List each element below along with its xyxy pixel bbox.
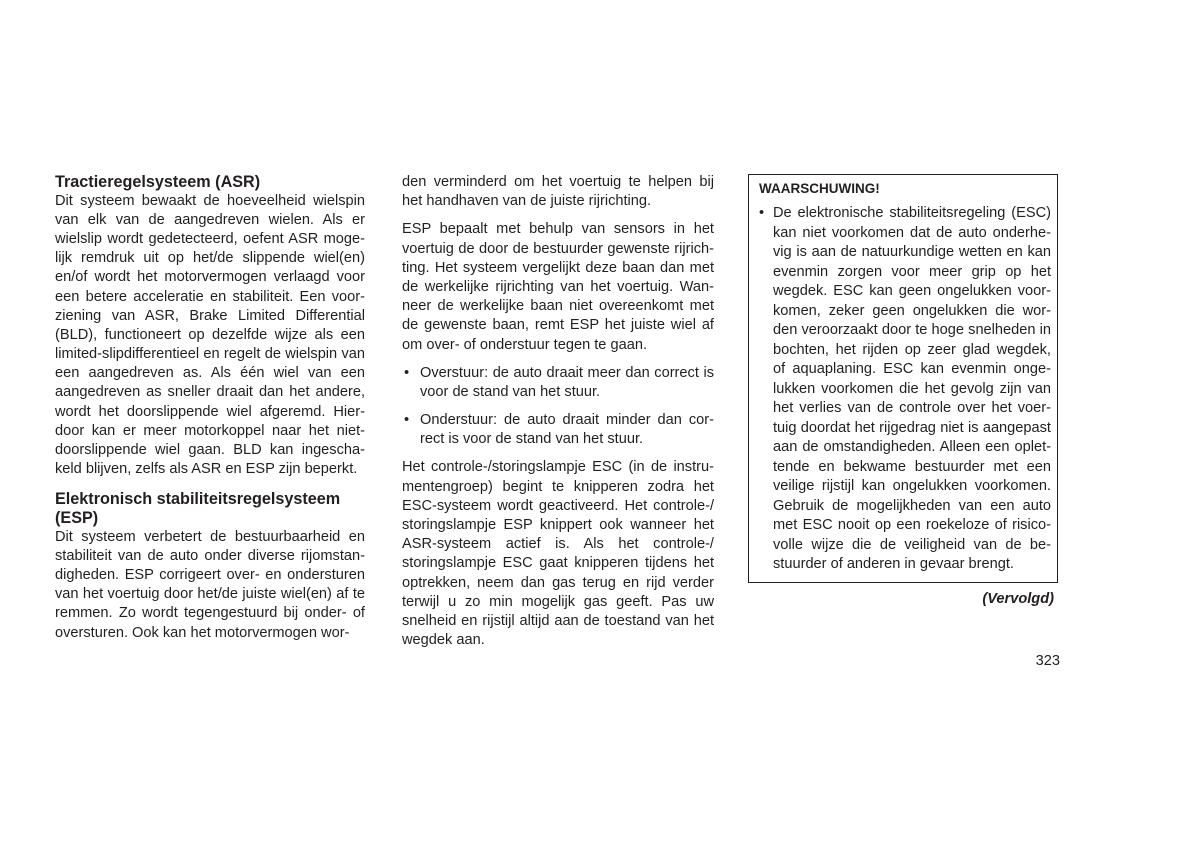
text-line: oversturen. Ook kan het motorvermogen wor-: [55, 624, 350, 641]
bullet-item-onderstuur: [402, 411, 714, 449]
text-line: een betere acceleratie en stabiliteit. Een voor-: [55, 288, 365, 305]
warning-box: [748, 174, 1058, 583]
text-line: De elektronische stabiliteitsregeling (ESC): [773, 205, 1051, 221]
bullet-dot: •: [404, 364, 410, 381]
text-line: vig is aan de natuurkundige wetten en kan: [773, 244, 1051, 260]
text-line: Het controle-/storingslampje ESC (in de instru-: [402, 459, 714, 476]
text-line: doorslippende wiel gaan. BLD kan ingescha-: [55, 442, 365, 459]
text-line: tende en bekwame bestuurder met een: [773, 458, 1051, 475]
text-line: voor de stand van het stuur.: [420, 383, 601, 400]
text-line: het verlies van de controle over het voer-: [773, 400, 1051, 416]
text-line: de werkelijke rijrichting van het voertuig. Wan-: [402, 278, 714, 295]
warning-title: WAARSCHUWING!: [759, 181, 880, 196]
text-line: Onderstuur: de auto draait minder dan cor-: [420, 412, 714, 429]
asr-paragraph: [55, 192, 365, 480]
text-line: optrekken, neem dan gas terug en rijd verder: [402, 574, 714, 591]
esp-detail-paragraph: [402, 220, 714, 354]
text-line: ziening van ASR, Brake Limited Differential: [55, 307, 365, 324]
text-line: of aquaplaning. ESC kan evenmin onge-: [773, 361, 1051, 377]
text-line: limited-slipdifferentieel en regelt de wielspin van: [55, 346, 365, 363]
text-line: Dit systeem verbetert de bestuurbaarheid en: [55, 528, 365, 545]
warning-bullet-item: [759, 204, 1051, 575]
text-line: storingslampje ESC gaat knipperen tijdens het: [402, 555, 714, 572]
text-line: ASR-systeem actief is. Als het controle-/: [402, 536, 714, 553]
text-line: ESC-systeem wordt geactiveerd. Het controle-/: [402, 497, 714, 514]
text-line: het handhaven van de juiste rijrichting.: [402, 193, 652, 210]
continued-label: (Vervolgd): [982, 591, 1054, 607]
text-line: lukken voorkomen die het gevolg zijn van: [773, 380, 1051, 397]
text-line: rect is voor de stand van het stuur.: [420, 431, 644, 448]
text-line: wegdek aan.: [402, 632, 485, 649]
text-line: ESP bepaalt met behulp van sensors in het: [402, 221, 714, 238]
text-line: den veroorzaakt door te hoge snelheden in: [773, 322, 1051, 338]
text-line: tuig doordat het rijgedrag niet is aangepast: [773, 419, 1051, 436]
esp-heading-line2: (ESP): [55, 509, 99, 527]
text-line: van het voertuig door het/de juiste wiel(en) af te: [55, 586, 365, 603]
text-line: keld blijven, zelfs als ASR en ESP zijn beperkt.: [55, 461, 358, 478]
text-line: stuurder of anderen in gevaar brengt.: [773, 556, 1014, 572]
text-line: een aangedreven as. Als één wiel van een: [55, 365, 365, 382]
text-line: bochten, het rijden op zeer glad wegdek,: [773, 341, 1051, 358]
bullet-dot: •: [404, 412, 410, 429]
text-line: Overstuur: de auto draait meer dan correct is: [420, 364, 714, 381]
bullet-dot: •: [759, 205, 765, 221]
bullet-text: [420, 411, 714, 449]
text-line: ting. Het systeem vergelijkt deze baan dan met: [402, 259, 714, 276]
left-column: [55, 173, 365, 643]
text-line: storingslampje ESP knippert ook wanneer het: [402, 517, 714, 533]
text-line: aan de omstandigheden. Alleen een oplet-: [773, 439, 1051, 455]
text-line: en/of wordt het motorvermogen verlaagd voor: [55, 269, 365, 286]
text-line: komen, zeker geen ongelukken die wor-: [773, 302, 1051, 319]
text-line: Dit systeem bewaakt de hoeveelheid wielspin: [55, 192, 365, 209]
warning-lamp-paragraph: [402, 458, 714, 650]
text-line: terwijl u zo min mogelijk gas geeft. Pas uw: [402, 593, 714, 610]
text-line: om over- of onderstuur tegen te gaan.: [402, 336, 648, 353]
esp-heading-line1: Elektronisch stabiliteitsregelsysteem: [55, 490, 341, 509]
bullet-text: [420, 364, 714, 402]
text-line: wegdek. ESC kan geen ongelukken voor-: [773, 283, 1051, 299]
text-line: snelheid en rijstijl altijd aan de toestand van het: [402, 612, 714, 629]
text-line: kan niet voorkomen dat de auto onderhe-: [773, 224, 1051, 241]
text-line: voertuig de door de bestuurder gewenste rijrich-: [402, 240, 714, 257]
text-line: mentengroep) begint te knipperen zodra het: [402, 478, 714, 495]
text-line: neer de werkelijke baan niet overeenkomt met: [402, 298, 714, 315]
text-line: Gebruik de mogelijkheden van een auto: [773, 497, 1051, 514]
text-line: door kan er meer motorkoppel naar het niet-: [55, 422, 365, 439]
asr-heading: Tractieregelsysteem (ASR): [55, 173, 261, 191]
continued-paragraph: [402, 173, 714, 211]
warning-text: [773, 204, 1051, 575]
esp-paragraph: [55, 528, 365, 643]
text-line: digheden. ESP corrigeert over- en ondersturen: [55, 566, 365, 583]
text-line: van elk van de aangedreven wielen. Als er: [55, 211, 365, 228]
text-line: veilige rijstijl kan ongelukken voorkomen.: [773, 478, 1051, 494]
text-line: met ESC nooit op een roekeloze of risico-: [773, 517, 1051, 533]
text-line: wordt het doorslippende wiel afgeremd. Hier-: [55, 403, 365, 420]
warning-body: [759, 204, 1051, 575]
text-line: stabiliteit van de auto onder diverse rijomstan-: [55, 547, 365, 564]
text-line: lijk remdruk uit op het/de slippende wiel(en): [55, 250, 365, 267]
text-line: aangedreven as sneller draait dan het andere,: [55, 384, 365, 401]
page-number: 323: [1035, 653, 1060, 669]
bullet-item-overstuur: [402, 364, 714, 402]
text-line: (BLD), functioneert op dezelfde wijze als een: [55, 326, 365, 343]
text-line: volle wijze die de veiligheid van de be-: [773, 536, 1051, 553]
middle-column: [402, 173, 714, 650]
text-line: den verminderd om het voertuig te helpen bij: [402, 174, 714, 190]
text-line: remmen. Zo wordt tegengestuurd bij onder- of: [55, 605, 365, 622]
text-line: evenmin zorgen voor meer grip op het: [773, 263, 1051, 280]
text-line: wielslip wordt gedetecteerd, oefent ASR moge-: [55, 230, 365, 247]
text-line: de gewenste baan, remt ESP het juiste wiel af: [402, 317, 714, 334]
